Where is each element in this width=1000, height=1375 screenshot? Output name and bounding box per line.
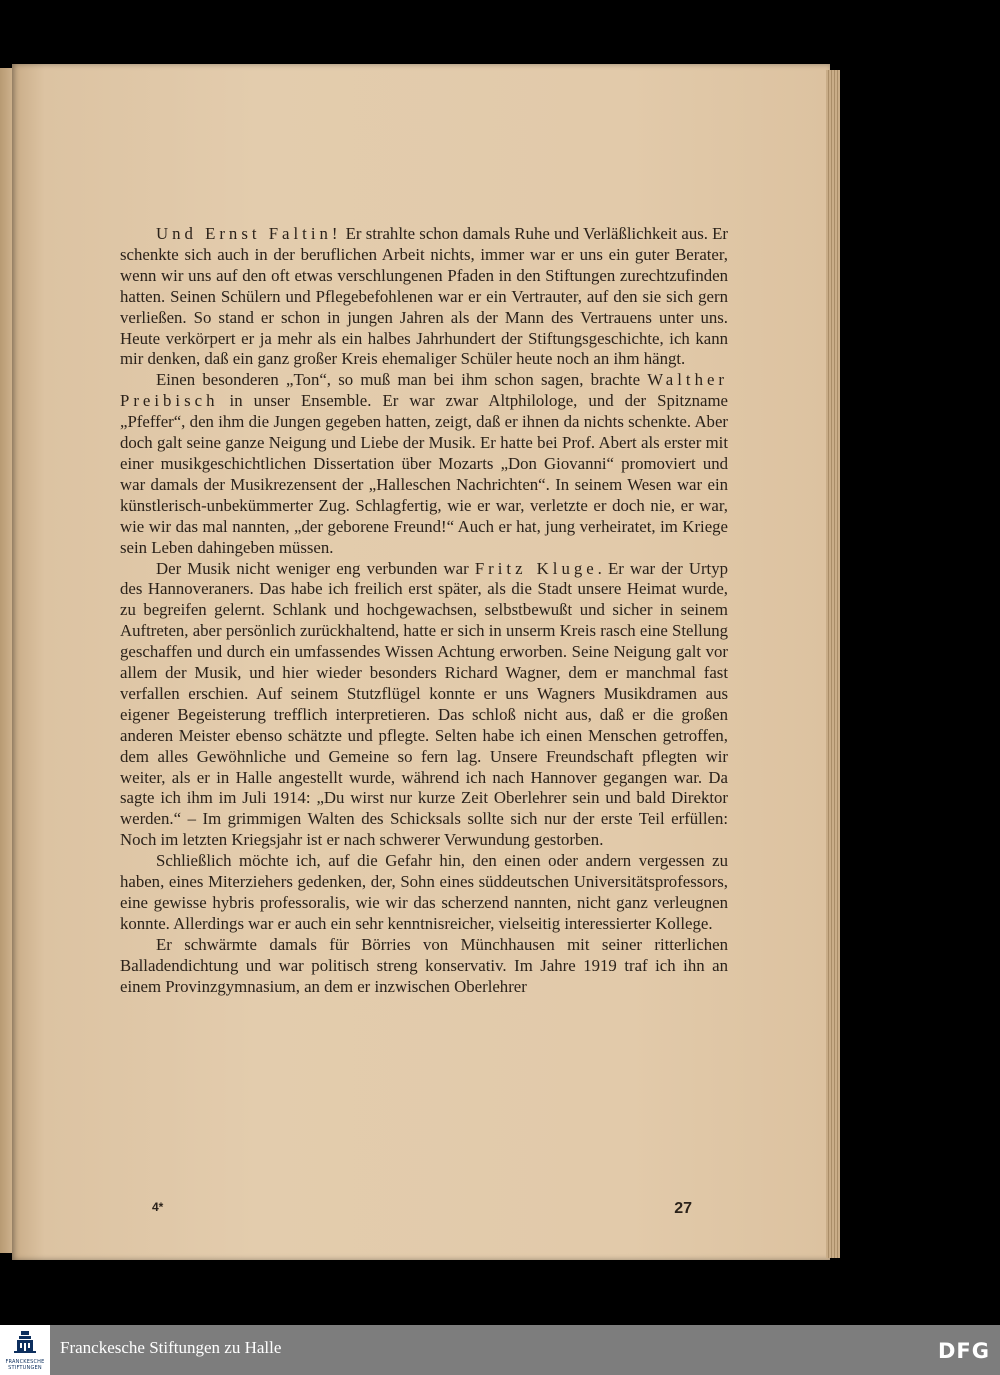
book-page: [12, 64, 830, 1260]
book-page-stack-edge: [826, 70, 840, 1258]
text-run: Der Musik nicht weniger eng verbunden war: [156, 558, 475, 578]
text-run: Er schwärmte damals für Börries von Münchhausen mit seiner ritterlichen Balladendichtung und war politisch streng konservativ. Im Jahre 1919 traf ich ihn an einem Provinzgymnasium, an dem er inzwischen Oberlehrer: [120, 934, 728, 996]
institution-name: Franckesche Stiftungen zu Halle: [60, 1338, 282, 1357]
text-run: Einen besonderen „Ton“, so muß man bei ihm schon sagen, brachte: [156, 370, 648, 390]
paragraph: [120, 935, 728, 998]
page-number: 27: [674, 1200, 692, 1217]
paragraph: [120, 559, 728, 852]
page-text: [120, 224, 728, 998]
signature-mark: 4*: [152, 1200, 164, 1214]
franckesche-stiftungen-logo-icon[interactable]: [0, 1325, 50, 1375]
dfg-logo-icon[interactable]: DFG: [937, 1339, 990, 1363]
spaced-name: Und Ernst Faltin!: [156, 224, 342, 243]
text-run: Schließlich möchte ich, auf die Gefahr hin, den einen oder andern vergessen zu haben, eines Miterziehers gedenken, der, Sohn eines süddeutschen Universitätsprofessors, eine gewisse hybris professoralis, wie wir das scherzend nannten, nicht ganz verleugnen konnte. Allerdings war er auch ein sehr kenntnisreicher, vielseitig interessierter Kollege.: [120, 851, 728, 933]
logo-caption: FRANCKESCHE STIFTUNGEN: [5, 1359, 45, 1371]
paragraph: [120, 224, 728, 370]
page-footer: [152, 1200, 692, 1222]
text-run: . Er war der Urtyp des Hannoveraners. Das habe ich freilich erst später, als die Stadt unsere Heimat wurde, zu begreifen gelernt. Schlank und hochgewachsen, selbstbewußt und sicher in seinem Auftreten, aber persönlich zurückhaltend, hatte er sich in unserm Kreis rasch eine Stellung geschaffen und durch ein umfassendes Wissen Achtung erworben. Seine Neigung galt vor allem der Musik, und hier wieder besonders Richard Wagner, dem er manchmal fast verfallen erschien. Auf seinem Stutzflügel konnte er uns Wagners Musikdramen aus eigener Begeisterung trefflich interpretieren. Das schloß nicht aus, daß er die großen anderen Meister ebenso schätzte und pflegte. Selten habe ich einen Menschen getroffen, dem alles Gewöhnliche und Gemeine so fern lag. Unsere Freundschaft pflegten wir weiter, als er in Halle angestellt wurde, während ich nach Hannover gegangen war. Da sagte ich ihm im Juli 1914: „Du wirst nur kurze Zeit Oberlehrer sein und bald Direktor werden.“ – Im grimmigen Walten des Schicksals sollte sich nur der erste Teil erfüllen: Noch im letzten Kriegsjahr ist er nach schwerer Verwundung gestorben.: [120, 558, 728, 850]
spaced-name: Walther Preibisch: [120, 370, 728, 411]
text-run: in unser Ensemble. Er war zwar Altphilologe, und der Spitzname „Pfeffer“, den ihm die Jungen gegeben hatten, zeigt, daß er ihnen da nichts schenkte. Aber doch galt seine ganze Neigung und Liebe der Musik. Er hatte bei Prof. Abert als erster mit einer musikgeschichtlichen Dissertation über Mozarts „Don Giovanni“ promoviert und war damals der Musikrezensent der „Halleschen Nachrichten“. In seinem Wesen war ein künstlerisch-unbekümmerter Zug. Schlagfertig, wie er war, verletzte er doch nie, er war, wie wir das mal nannten, „der geborene Freund!“ Auch er hat, jung verheiratet, im Kriege sein Leben dahingeben müssen.: [120, 391, 728, 557]
paragraph: [120, 851, 728, 935]
spaced-name: Fritz Kluge: [474, 558, 598, 578]
previous-page-edge: [0, 68, 12, 1253]
text-run: Er strahlte schon damals Ruhe und Verläßlichkeit aus. Er schenkte sich auch in der beruflichen Arbeit nichts, immer war er uns ein guter Berater, wenn wir uns auf den oft etwas verschlungenen Pfaden in den Stiftungen zurechtzufinden hatten. Seinen Schülern und Pflegebefohlenen war er ein Vertrauter, auf den sie sich gern verließen. So stand er schon in jungen Jahren als der Mann des Vertrauens unter uns. Heute verkörpert er ja mehr als ein halbes Jahrhundert der Stiftungsgeschichte, ich kann mir denken, daß ein ganz großer Kreis ehemaliger Schüler heute noch an ihm hängt.: [120, 224, 728, 369]
paragraph: [120, 370, 728, 558]
viewer-footer-bar: [0, 1325, 1000, 1375]
